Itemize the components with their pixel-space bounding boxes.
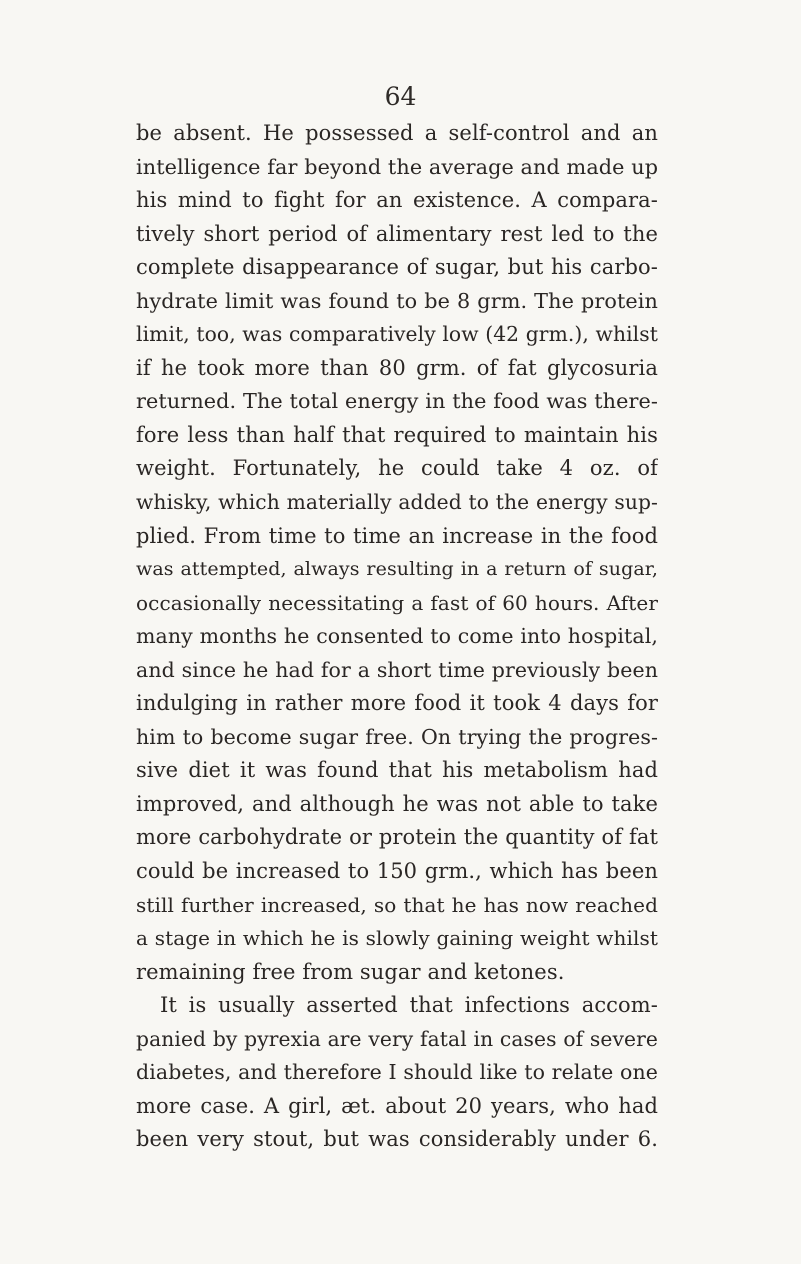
text-line: returned. The total energy in the food was there- bbox=[136, 389, 658, 414]
page-number: 64 bbox=[384, 82, 417, 111]
paragraph-2 bbox=[136, 989, 658, 1157]
text-line: remaining free from sugar and ketones. bbox=[136, 959, 565, 984]
text-line: sive diet it was found that his metabolism had bbox=[136, 758, 658, 783]
text-line: more case. A girl, æt. about 20 years, who had bbox=[136, 1093, 658, 1118]
text-line: if he took more than 80 grm. of fat glycosuria bbox=[136, 355, 658, 380]
text-line: hydrate limit was found to be 8 grm. The protein bbox=[136, 288, 658, 313]
text-line: weight. Fortunately, he could take 4 oz. of bbox=[136, 456, 658, 481]
text-line: him to become sugar free. On trying the progres- bbox=[136, 724, 658, 749]
text-line: a stage in which he is slowly gaining weight whilst bbox=[136, 926, 658, 951]
text-line: panied by pyrexia are very fatal in cases of severe bbox=[136, 1026, 658, 1051]
text-line: could be increased to 150 grm., which has been bbox=[136, 859, 658, 884]
paragraph-1 bbox=[136, 117, 658, 989]
text-line: and since he had for a short time previously been bbox=[136, 657, 658, 682]
text-line: fore less than half that required to maintain his bbox=[136, 422, 658, 447]
text-line: still further increased, so that he has now reached bbox=[136, 892, 658, 917]
text-line: diabetes, and therefore I should like to relate one bbox=[136, 1060, 658, 1085]
text-line: his mind to fight for an existence. A compara- bbox=[136, 188, 658, 213]
text-line: be absent. He possessed a self-control and an bbox=[136, 121, 658, 145]
text-line: whisky, which materially added to the energy sup- bbox=[136, 490, 658, 515]
text-line: plied. From time to time an increase in the food bbox=[136, 523, 658, 548]
text-line: was attempted, always resulting in a return of sugar, bbox=[136, 558, 658, 581]
text-line: limit, too, was comparatively low (42 grm.), whilst bbox=[136, 322, 658, 347]
text-line: improved, and although he was not able to take bbox=[136, 791, 658, 816]
text-line: It is usually asserted that infections accom- bbox=[160, 993, 658, 1018]
text-line: complete disappearance of sugar, but his carbo- bbox=[136, 255, 658, 280]
text-line: intelligence far beyond the average and made up bbox=[136, 154, 658, 179]
body-text bbox=[136, 117, 658, 1157]
text-line: more carbohydrate or protein the quantity of fat bbox=[136, 825, 658, 850]
text-line: tively short period of alimentary rest led to the bbox=[136, 221, 658, 246]
text-line: been very stout, but was considerably under 6. bbox=[136, 1127, 658, 1152]
text-line: occasionally necessitating a fast of 60 hours. After bbox=[136, 590, 658, 615]
text-line: many months he consented to come into hospital, bbox=[136, 624, 658, 649]
text-line: indulging in rather more food it took 4 days for bbox=[136, 691, 658, 716]
